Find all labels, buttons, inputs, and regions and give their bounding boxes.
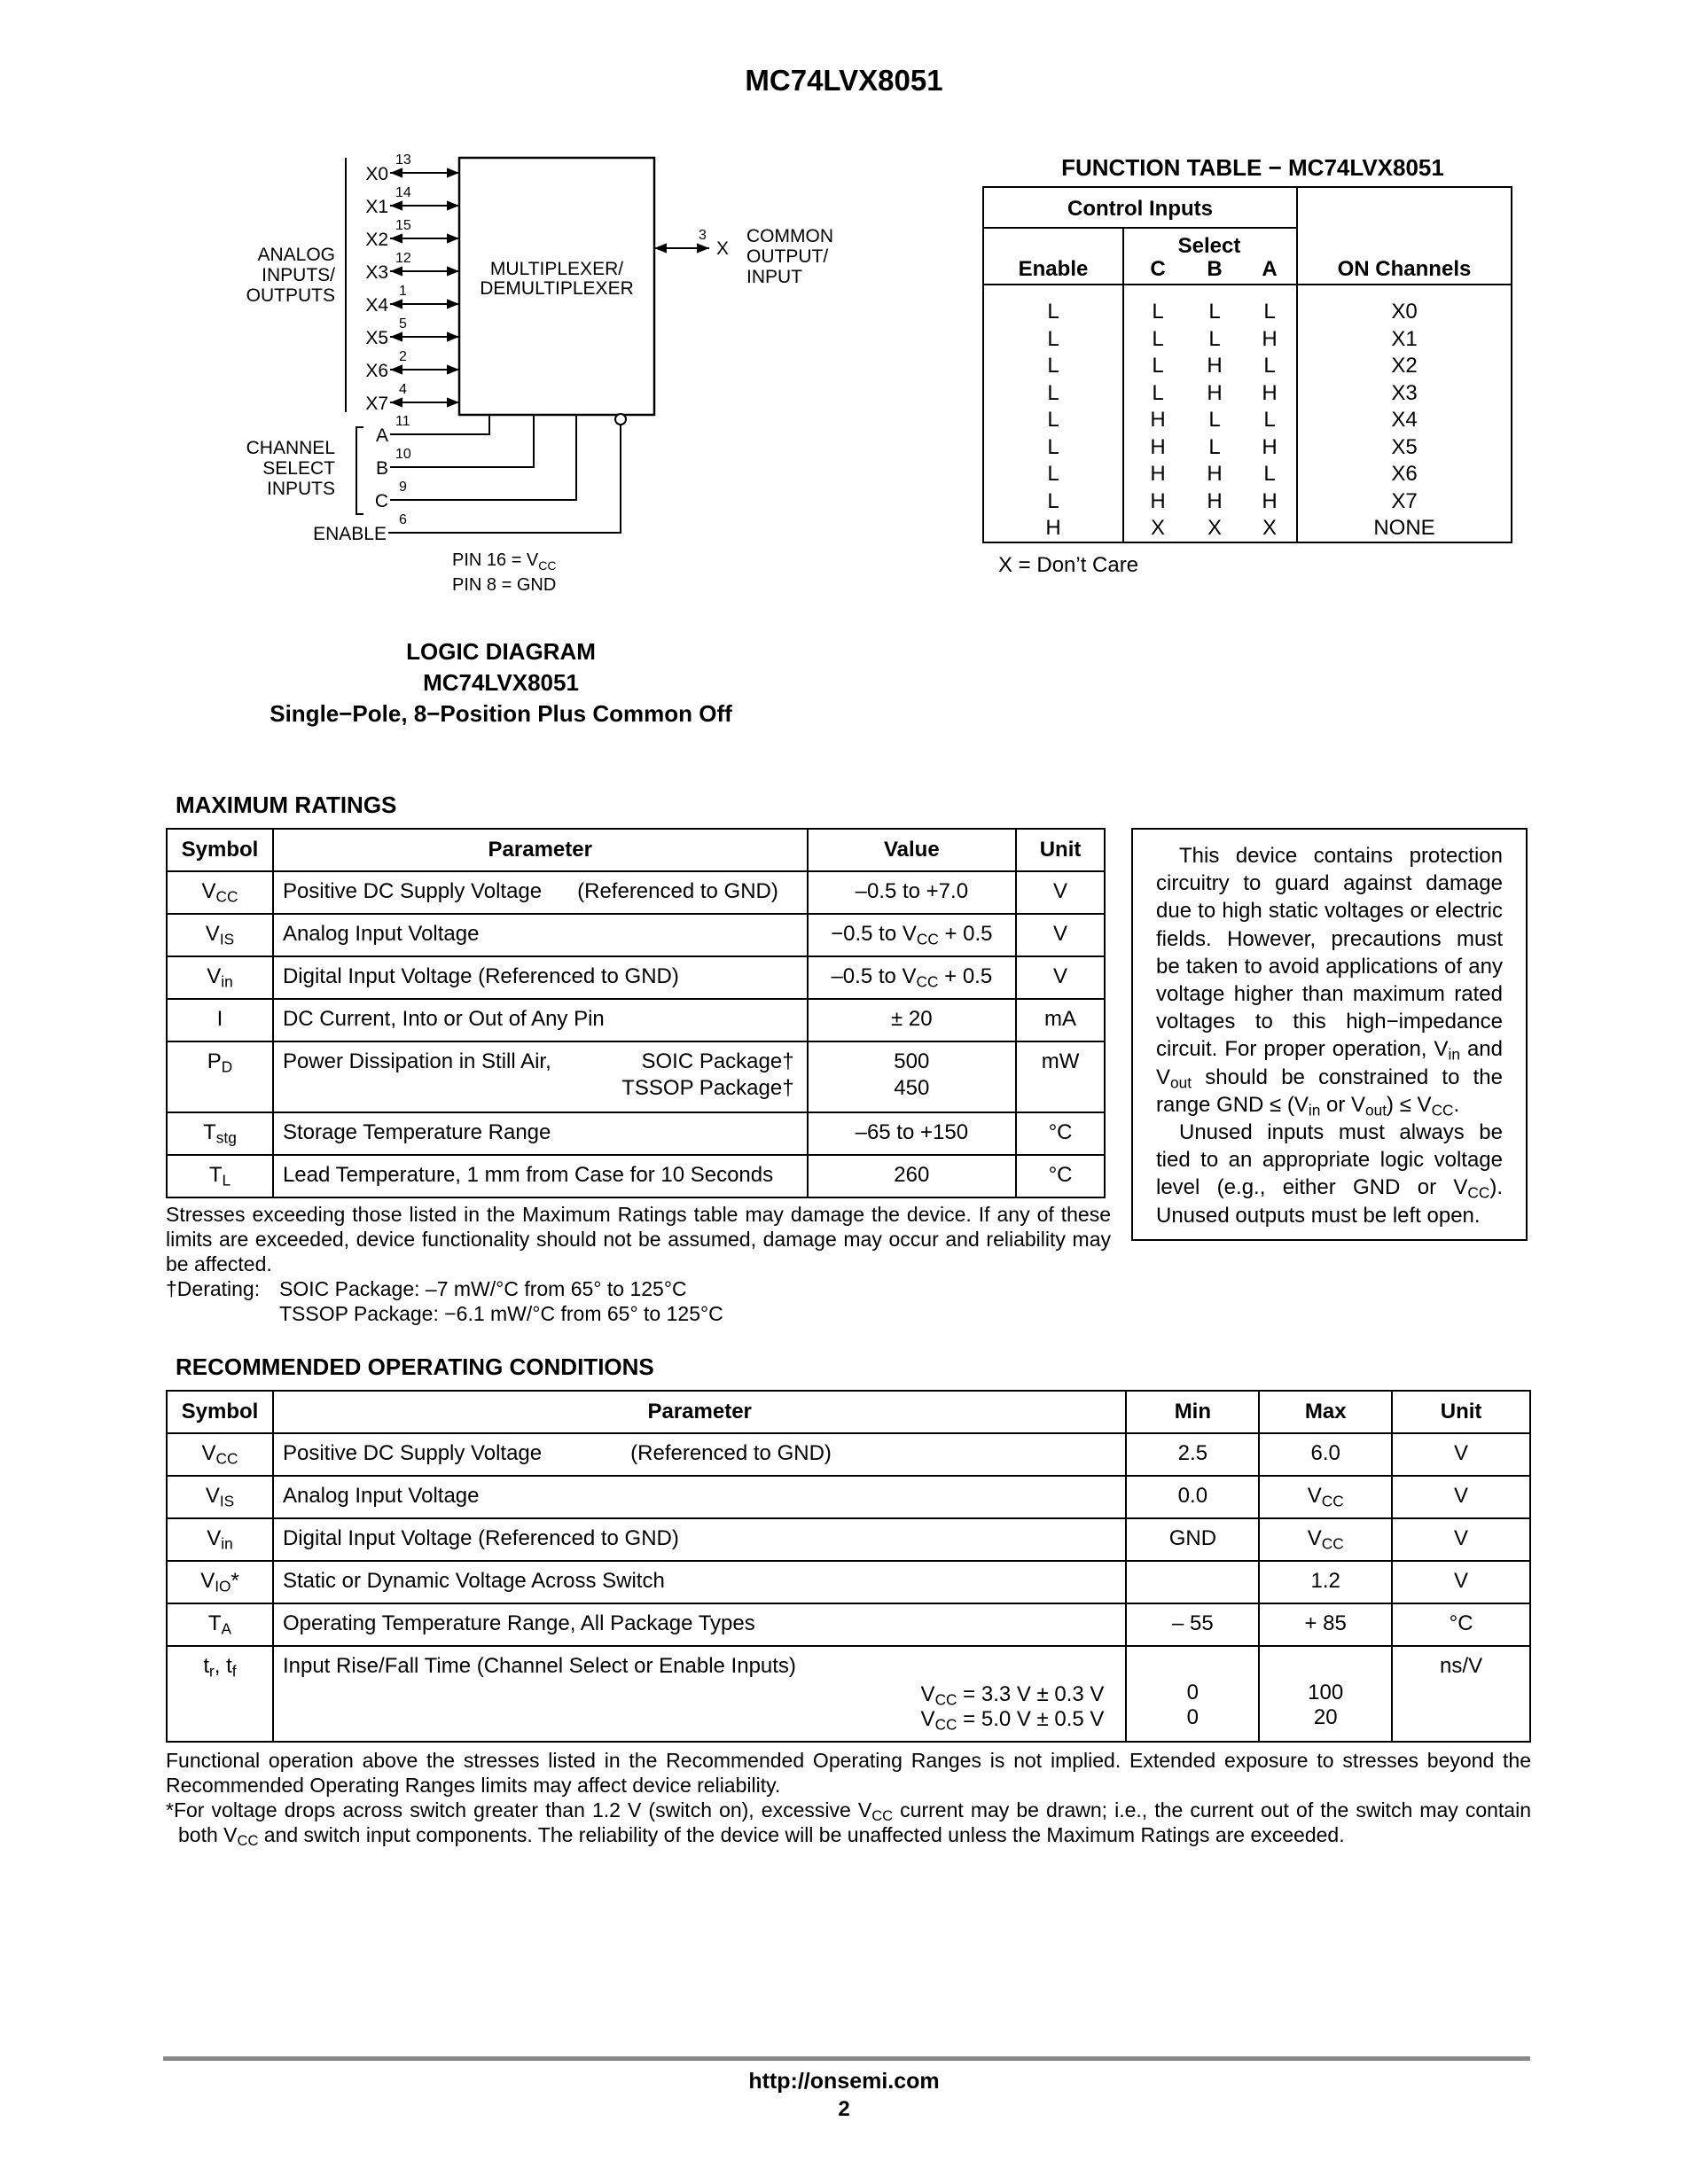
roc-unit-vis: V — [1392, 1476, 1530, 1518]
roc-note-voltage-drop: *For voltage drops across switch greater than 1.2 V (switch on), excessive $V_{CC}$ current may be drawn; i.e., the current out of the switch may contain both $V_{CC}$ and switch input components. The reliability of the device will be unaffected unless the Maximum Ratings are exceeded. — [166, 1798, 1532, 1850]
ft-divider-header — [984, 284, 1511, 285]
roc-param-vio: Static or Dynamic Voltage Across Switch — [273, 1561, 1126, 1603]
mr-symbol-tl: $T_L$ — [167, 1155, 273, 1197]
ft-row2-on-channel: X2 — [1391, 354, 1418, 378]
roc-param-vin: Digital Input Voltage (Referenced to GND) — [273, 1518, 1126, 1561]
roc-min-trtf: 0 0 — [1126, 1646, 1259, 1742]
ft-row1-on-channel: X1 — [1391, 326, 1418, 351]
roc-unit-trtf: ns/V — [1392, 1646, 1530, 1742]
pin-6: 6 — [399, 512, 407, 527]
ft-row6-on-channel: X6 — [1391, 462, 1418, 486]
roc-notes — [166, 1748, 1532, 1850]
ft-row7-b: H — [1207, 488, 1223, 513]
derating-tssop: TSSOP Package: −6.1 mW/°C from 65° to 125°C — [279, 1302, 723, 1325]
ft-row7-c: H — [1150, 488, 1166, 513]
ft-row0-on-channel: X0 — [1391, 300, 1418, 324]
select-a-name: A — [375, 425, 388, 446]
table-row — [167, 914, 1105, 956]
ft-row6-c: H — [1150, 462, 1166, 486]
max-ratings-title: MAXIMUM RATINGS — [176, 792, 397, 818]
enable-name: ENABLE — [313, 524, 387, 544]
roc-param-trtf — [273, 1646, 1126, 1742]
function-table — [982, 186, 1512, 543]
roc-title: RECOMMENDED OPERATING CONDITIONS — [176, 1353, 654, 1380]
roc-symbol-vio: $V_{IO}*$ — [167, 1561, 273, 1603]
block-label-line1: MULTIPLEXER/ — [489, 259, 624, 279]
pin-12: 12 — [395, 251, 411, 266]
ft-row7-enable: L — [1047, 488, 1059, 513]
ft-row1-enable: L — [1047, 326, 1059, 351]
mr-value-tl: 260 — [808, 1155, 1017, 1197]
ft-row0-enable: L — [1047, 300, 1059, 324]
roc-param-vcc: Positive DC Supply Voltage (Referenced to GND) — [273, 1433, 1126, 1476]
input-x0-name: X0 — [365, 164, 388, 184]
ft-row2-b: H — [1207, 354, 1223, 378]
mr-unit-vcc: V — [1016, 871, 1105, 914]
mr-symbol-tstg: $T_{stg}$ — [167, 1112, 273, 1155]
ft-row2-c: L — [1152, 354, 1164, 378]
input-x1-name: X1 — [365, 197, 388, 217]
table-row — [167, 1041, 1105, 1112]
block-label-line2: DEMULTIPLEXER — [480, 278, 634, 299]
roc-cond-5v: $V_{CC} = 5.0$ V ± 0.5 V — [920, 1707, 1105, 1734]
footer-url: http://onsemi.com — [748, 2069, 940, 2094]
ft-row6-b: H — [1207, 462, 1223, 486]
roc-max-trtf: 100 20 — [1259, 1646, 1392, 1742]
mr-symbol-vin: $V_{in}$ — [167, 956, 273, 999]
roc-max-vio: 1.2 — [1259, 1561, 1392, 1603]
ft-row3-on-channel: X3 — [1391, 380, 1418, 405]
common-pin-number: 3 — [699, 228, 707, 243]
mr-unit-i: mA — [1016, 999, 1105, 1041]
ft-row0-c: L — [1152, 300, 1164, 324]
ft-divider-control — [984, 227, 1296, 229]
logic-diagram — [239, 142, 860, 603]
esd-paragraph-1: This device contains protection circuitry to guard against damage due to high static voltages or electric fields. However, precautions must be taken to avoid applications of any voltage higher than maximum rated voltages to this high−impedance circuit. For proper operation, $V_{in}$ and $V_{out}$ should be constrained to the range GND ≤ ($V_{in}$ or $V_{out}) \le V_{CC}$. — [1156, 844, 1504, 1119]
pin-2: 2 — [399, 349, 407, 364]
ft-row0-a: L — [1263, 300, 1276, 324]
input-x6-name: X6 — [365, 361, 388, 381]
roc-max-vcc: 6.0 — [1259, 1433, 1392, 1476]
common-label-line1: COMMON — [746, 226, 833, 246]
pin-15: 15 — [395, 218, 411, 233]
mr-header-symbol: Symbol — [167, 829, 273, 871]
mr-unit-tl: °C — [1016, 1155, 1105, 1197]
caption-line2: MC74LVX8051 — [423, 669, 579, 696]
ft-header-c: C — [1150, 257, 1166, 281]
pin-4: 4 — [399, 382, 407, 397]
roc-symbol-ta: $T_A$ — [167, 1603, 273, 1646]
mr-unit-vin: V — [1016, 956, 1105, 999]
input-x3-name: X3 — [365, 262, 388, 283]
mr-symbol-vcc: $V_{CC}$ — [167, 871, 273, 914]
mr-value-vis: −0.5 to $V_{CC} + 0.5$ — [808, 914, 1017, 956]
roc-table — [166, 1390, 1531, 1743]
derating-soic: SOIC Package: –7 mW/°C from 65° to 125°C — [279, 1277, 687, 1300]
max-ratings-table — [166, 828, 1106, 1198]
pin-5: 5 — [399, 316, 407, 332]
roc-max-vin: $V_{CC}$ — [1259, 1518, 1392, 1561]
ft-select: Select — [1177, 234, 1241, 258]
roc-symbol-vin: $V_{in}$ — [167, 1518, 273, 1561]
roc-param-trtf-label: Input Rise/Fall Time (Channel Select or Enable Inputs) — [282, 1654, 796, 1678]
channel-label-line2: SELECT — [262, 458, 335, 479]
pin-10: 10 — [395, 447, 411, 462]
mr-param-vin: Digital Input Voltage (Referenced to GND) — [273, 956, 808, 999]
roc-unit-vin: V — [1392, 1518, 1530, 1561]
ft-row6-enable: L — [1047, 462, 1059, 486]
enable-bubble — [615, 414, 626, 425]
table-row — [167, 956, 1105, 999]
max-ratings-notes — [166, 1202, 1111, 1326]
input-x7-name: X7 — [365, 394, 388, 414]
table-row — [167, 871, 1105, 914]
ft-row3-b: H — [1207, 380, 1223, 405]
page-title: MC74LVX8051 — [745, 64, 943, 97]
ft-row7-on-channel: X7 — [1391, 488, 1418, 513]
mr-param-vcc: Positive DC Supply Voltage (Referenced to GND) — [273, 871, 808, 914]
function-table-note: X = Don’t Care — [998, 553, 1139, 577]
roc-cond-3v3: $V_{CC} = 3.3$ V ± 0.3 V — [920, 1682, 1105, 1709]
table-row — [167, 1646, 1530, 1742]
input-x2-name: X2 — [365, 230, 388, 250]
roc-header-unit: Unit — [1392, 1391, 1530, 1433]
ft-row1-a: H — [1262, 326, 1278, 351]
analog-label-line1: ANALOG — [257, 245, 335, 265]
pin-vcc-note: PIN $16 = V_{CC}$ — [452, 550, 557, 573]
ft-row2-a: L — [1263, 354, 1276, 378]
ft-row7-a: H — [1262, 488, 1278, 513]
ft-row5-b: L — [1208, 434, 1221, 459]
ft-divider-enable — [1122, 284, 1124, 542]
pin-9: 9 — [399, 480, 407, 495]
ft-row8-enable: H — [1045, 516, 1061, 540]
input-x4-name: X4 — [365, 295, 388, 316]
derating-label: †Derating: — [166, 1277, 261, 1300]
ft-row1-b: L — [1208, 326, 1221, 351]
table-row — [167, 1518, 1530, 1561]
ft-row3-a: H — [1262, 380, 1278, 405]
mr-value-vcc: –0.5 to +7.0 — [808, 871, 1017, 914]
mr-value-vin: –0.5 to $V_{CC} + 0.5$ — [808, 956, 1017, 999]
common-pin-name: X — [716, 238, 730, 259]
select-b-name: B — [375, 458, 388, 479]
table-row — [167, 1561, 1530, 1603]
roc-symbol-vis: $V_{IS}$ — [167, 1476, 273, 1518]
mr-header-value: Value — [808, 829, 1017, 871]
analog-label-line3: OUTPUTS — [246, 285, 335, 306]
ft-row8-c: X — [1150, 516, 1165, 540]
ft-control-inputs: Control Inputs — [1067, 197, 1213, 221]
ft-row4-on-channel: X4 — [1391, 408, 1418, 432]
mr-value-tstg: –65 to +150 — [808, 1112, 1017, 1155]
mr-param-pd-soic: SOIC Package† — [641, 1049, 794, 1073]
table-row — [167, 1155, 1105, 1197]
select-lines — [388, 415, 621, 533]
ft-row4-enable: L — [1047, 408, 1059, 432]
ft-row8-on-channel: NONE — [1373, 516, 1435, 540]
caption-line3: Single−Pole, 8−Position Plus Common Off — [270, 700, 732, 727]
ft-row3-c: L — [1152, 380, 1164, 405]
function-table-title: FUNCTION TABLE − MC74LVX8051 — [1061, 154, 1444, 181]
table-row — [167, 1476, 1530, 1518]
roc-min-vin: GND — [1126, 1518, 1259, 1561]
roc-unit-vcc: V — [1392, 1433, 1530, 1476]
mr-unit-pd: mW — [1016, 1041, 1105, 1112]
pin-gnd-note: PIN 8 = GND — [452, 575, 557, 595]
roc-min-vcc: 2.5 — [1126, 1433, 1259, 1476]
roc-header-min: Min — [1126, 1391, 1259, 1433]
ft-row0-b: L — [1208, 300, 1221, 324]
mr-symbol-pd: $P_D$ — [167, 1041, 273, 1112]
mr-header-parameter: Parameter — [273, 829, 808, 871]
caption-line1: LOGIC DIAGRAM — [406, 638, 596, 665]
roc-symbol-vcc: $V_{CC}$ — [167, 1433, 273, 1476]
mr-value-i: ± 20 — [808, 999, 1017, 1041]
roc-header-symbol: Symbol — [167, 1391, 273, 1433]
ft-row5-enable: L — [1047, 434, 1059, 459]
table-row — [167, 999, 1105, 1041]
ft-header-a: A — [1262, 257, 1278, 281]
mr-param-tstg: Storage Temperature Range — [273, 1112, 808, 1155]
ft-header-b: B — [1207, 257, 1223, 281]
pin-14: 14 — [395, 185, 411, 200]
select-c-name: C — [374, 491, 388, 511]
mr-symbol-i: I — [167, 999, 273, 1041]
logic-diagram-caption — [222, 636, 780, 729]
ft-row5-c: H — [1150, 434, 1166, 459]
roc-header-max: Max — [1259, 1391, 1392, 1433]
roc-symbol-trtf: $t_r$, $t_f$ — [167, 1646, 273, 1742]
ft-row2-enable: L — [1047, 354, 1059, 378]
footer-rule — [163, 2056, 1530, 2061]
mr-param-pd — [273, 1041, 808, 1112]
mr-unit-tstg: °C — [1016, 1112, 1105, 1155]
roc-header-parameter: Parameter — [273, 1391, 1126, 1433]
pin-13: 13 — [395, 152, 411, 168]
common-label-line2: OUTPUT/ — [746, 246, 829, 267]
mr-value-pd: 500 450 — [808, 1041, 1017, 1112]
roc-unit-ta: °C — [1392, 1603, 1530, 1646]
mr-param-pd-tssop: TSSOP Package† — [621, 1076, 794, 1100]
ft-row4-a: L — [1263, 408, 1276, 432]
input-x5-name: X5 — [365, 328, 388, 348]
table-row — [167, 1603, 1530, 1646]
pin-11: 11 — [395, 414, 410, 429]
roc-max-ta: + 85 — [1259, 1603, 1392, 1646]
pin-1: 1 — [399, 284, 407, 299]
ft-header-on-channels: ON Channels — [1337, 257, 1472, 281]
ft-row1-c: L — [1152, 326, 1164, 351]
roc-min-ta: – 55 — [1126, 1603, 1259, 1646]
derating-note — [166, 1276, 1111, 1301]
common-label-line3: INPUT — [746, 267, 802, 287]
mr-param-i: DC Current, Into or Out of Any Pin — [273, 999, 808, 1041]
roc-unit-vio: V — [1392, 1561, 1530, 1603]
ft-row4-c: H — [1150, 408, 1166, 432]
roc-min-vio — [1126, 1561, 1259, 1603]
roc-note-functional: Functional operation above the stresses listed in the Recommended Operating Ranges is not implied. Extended exposure to stresses beyond the Recommended Operating Ranges limits may affect device reliability. — [166, 1749, 1531, 1797]
mr-param-vis: Analog Input Voltage — [273, 914, 808, 956]
ft-row8-a: X — [1262, 516, 1277, 540]
roc-max-vis: $V_{CC}$ — [1259, 1476, 1392, 1518]
mr-param-tl: Lead Temperature, 1 mm from Case for 10 Seconds — [273, 1155, 808, 1197]
table-row — [167, 1433, 1530, 1476]
mr-header-unit: Unit — [1016, 829, 1105, 871]
ft-row8-b: X — [1207, 516, 1222, 540]
table-row — [167, 1112, 1105, 1155]
ft-row6-a: L — [1263, 462, 1276, 486]
esd-paragraph-2: Unused inputs must always be tied to an appropriate logic voltage level (e.g., either GND or $V_{CC}$). Unused outputs must be left open. — [1156, 1120, 1503, 1228]
max-ratings-stress-note: Stresses exceeding those listed in the Maximum Ratings table may damage the device. If any of these limits are exceeded, device functionality should not be assumed, damage may occur and reliability may be affected. — [166, 1203, 1111, 1275]
esd-notice-box — [1131, 828, 1528, 1241]
channel-label-line3: INPUTS — [266, 479, 335, 499]
channel-bracket — [356, 427, 363, 514]
channel-label-line1: CHANNEL — [246, 438, 335, 458]
mr-unit-vis: V — [1016, 914, 1105, 956]
roc-param-ta: Operating Temperature Range, All Package Types — [273, 1603, 1126, 1646]
page-number: 2 — [838, 2097, 850, 2121]
roc-param-vis: Analog Input Voltage — [273, 1476, 1126, 1518]
analog-label-line2: INPUTS/ — [262, 265, 335, 285]
ft-row4-b: L — [1208, 408, 1221, 432]
ft-row3-enable: L — [1047, 380, 1059, 405]
ft-row5-a: H — [1262, 434, 1278, 459]
mr-symbol-vis: $V_{IS}$ — [167, 914, 273, 956]
ft-header-enable: Enable — [1018, 257, 1089, 281]
mr-param-pd-label: Power Dissipation in Still Air, — [282, 1049, 551, 1073]
roc-min-vis: 0.0 — [1126, 1476, 1259, 1518]
ft-row5-on-channel: X5 — [1391, 434, 1418, 459]
